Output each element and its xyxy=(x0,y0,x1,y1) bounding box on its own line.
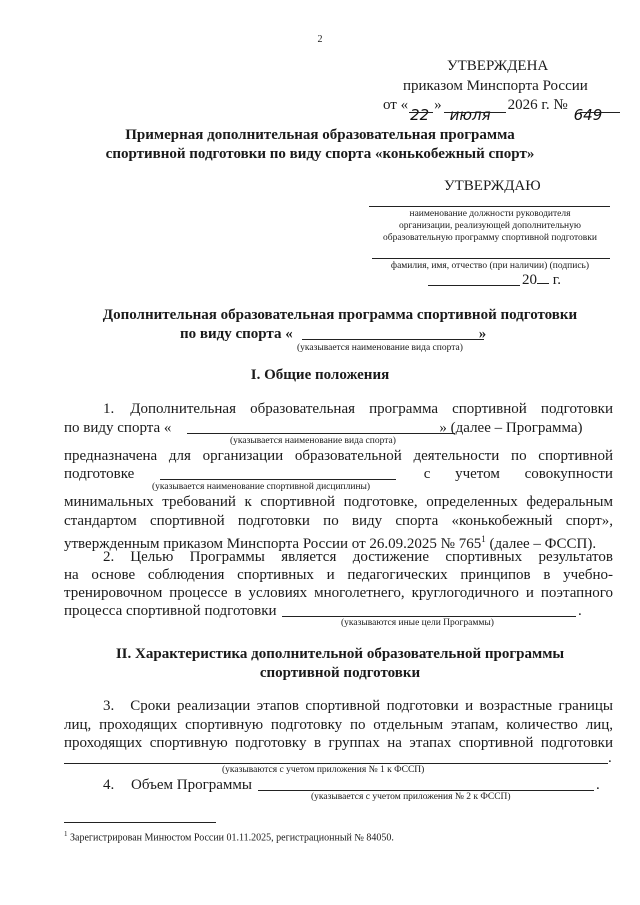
p2-line2: на основе соблюдения спортивных и педагогических принципов в учебно- xyxy=(64,567,613,583)
p2-line4: процесса спортивной подготовки xyxy=(64,603,277,619)
p1-line4-prefix: подготовке xyxy=(64,466,135,482)
section-1-heading: I. Общие положения xyxy=(250,367,390,383)
position-caption-1: наименование должности руководителя xyxy=(409,209,571,219)
p1-line4-w2: учетом xyxy=(455,466,500,482)
doc-title-line1: Примерная дополнительная образовательная программа xyxy=(125,127,515,143)
p1-number: 1. xyxy=(103,401,115,417)
program-sport-line xyxy=(302,339,484,340)
p1-sport-caption: (указывается наименование вида спорта) xyxy=(230,436,396,446)
footnote-rule xyxy=(64,822,216,823)
p1-line4-w1: с xyxy=(423,466,431,482)
program-title-prefix: по виду спорта « xyxy=(180,326,293,342)
approval-title: УТВЕРЖДЕНА xyxy=(447,58,549,74)
handwritten-day: 22 xyxy=(410,106,430,124)
year-blank xyxy=(537,271,549,284)
program-sport-caption: (указывается наименование вида спорта) xyxy=(297,343,463,353)
p3-line1-text: Сроки реализации этапов спортивной подготовки и возрастные границы xyxy=(130,698,613,714)
p1-line1-text: Дополнительная образовательная программа спортивной подготовки xyxy=(130,401,613,417)
date-mid: » xyxy=(434,97,442,113)
handwritten-month: июля xyxy=(449,106,491,124)
handwritten-order-number: 649 xyxy=(573,106,603,124)
p3-caption: (указываются с учетом приложения № 1 к ФССП) xyxy=(222,765,425,775)
program-title-line1: Дополнительная образовательная программа спортивной подготовки xyxy=(102,307,578,323)
approval-order: приказом Минспорта России xyxy=(403,78,588,94)
p1-line4-w3: совокупности xyxy=(524,466,613,482)
p2-number: 2. xyxy=(103,549,115,565)
p2-line3: тренировочном процессе в условиях многолетнего, круглогодичного и поэтапного xyxy=(64,585,613,601)
p1-sport-line xyxy=(187,433,455,434)
name-caption: фамилия, имя, отчество (при наличии) (подпись) xyxy=(390,261,590,271)
p1-line6: стандартом спортивной подготовки по виду спорта «конькобежный спорт», xyxy=(64,513,613,529)
day-underline xyxy=(409,112,433,113)
footnote-mark: 1 xyxy=(64,830,68,838)
footnote-ref: 1 xyxy=(481,534,486,544)
p1-line7-tail: (далее – ФССП). xyxy=(485,536,597,552)
p2-line1-text: Целью Программы является достижение спортивных результатов xyxy=(130,549,613,565)
p1-line3: предназначена для организации образовательной деятельности по спортивной xyxy=(64,448,613,464)
section-2-heading-line2: спортивной подготовки xyxy=(259,665,421,681)
p2-line1 xyxy=(103,548,613,566)
p1-line1 xyxy=(103,400,613,418)
p4-number: 4. xyxy=(103,777,115,793)
position-caption-3: образовательную программу спортивной подготовки xyxy=(382,233,597,243)
number-underline xyxy=(580,112,620,113)
p3-period: . xyxy=(608,750,612,766)
footnote-text: Зарегистрирован Минюстом России 01.11.2025, регистрационный № 84050. xyxy=(70,832,394,844)
p3-line1 xyxy=(103,697,613,715)
position-caption-2: организации, реализующей дополнительную xyxy=(399,221,581,231)
section-2-heading-line1: II. Характеристика дополнительной образовательной программы xyxy=(115,646,565,662)
approve-date xyxy=(522,271,561,289)
program-title-suffix: » xyxy=(478,326,487,342)
footnote xyxy=(64,828,394,844)
date-line xyxy=(428,285,520,286)
approve-date-suffix: г. xyxy=(552,272,561,288)
position-line xyxy=(369,206,610,207)
program-title-line2 xyxy=(180,325,486,343)
p3-line3: проходящих спортивную подготовку в группах на этапах спортивной подготовки xyxy=(64,735,613,751)
p2-line4-period: . xyxy=(578,603,582,619)
page-number: 2 xyxy=(317,34,323,45)
p4-period: . xyxy=(596,777,600,793)
p1-line2-suffix: » (далее – Программа) xyxy=(439,420,583,436)
p3-number: 3. xyxy=(103,698,115,714)
doc-title-line2: спортивной подготовки по виду спорта «конькобежный спорт» xyxy=(105,146,535,162)
approve-date-year: 20 xyxy=(522,272,537,288)
p1-line7-text: утвержденным приказом Минспорта России от 26.09.2025 № 765 xyxy=(64,536,482,552)
p1-discipline-caption: (указывается наименование спортивной дисциплины) xyxy=(152,482,371,492)
p4-caption: (указывается с учетом приложения № 2 к ФССП) xyxy=(311,792,511,802)
p2-goals-caption: (указываются иные цели Программы) xyxy=(341,618,494,628)
p1-line2-prefix: по виду спорта « xyxy=(64,420,172,436)
p1-discipline-line xyxy=(160,479,396,480)
p1-line5: минимальных требований к спортивной подготовке, определенных федеральным xyxy=(64,494,613,510)
approve-title: УТВЕРЖДАЮ xyxy=(444,178,541,194)
name-line xyxy=(372,258,610,259)
month-underline xyxy=(444,112,506,113)
p3-line2: лиц, проходящих спортивную подготовку по отдельным этапам, количество лиц, xyxy=(64,717,613,733)
date-prefix: от « xyxy=(383,97,409,113)
p4-line1: Объем Программы xyxy=(131,777,252,793)
date-year: 2026 г. № xyxy=(507,97,568,113)
